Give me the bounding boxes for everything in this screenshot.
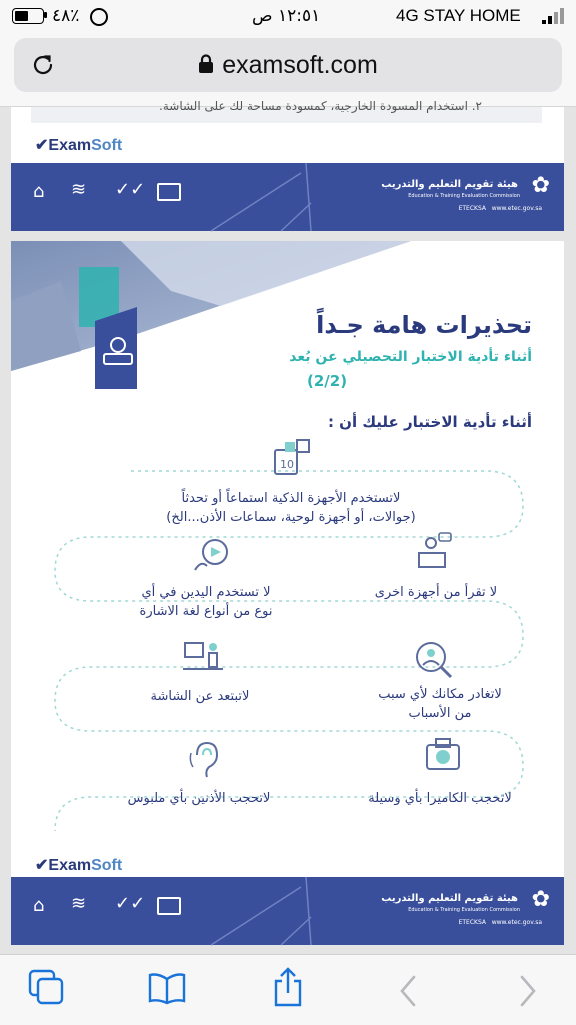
status-bar	[0, 0, 576, 34]
vision-logo-icon: ≋	[71, 893, 87, 914]
device-logo-icon	[157, 183, 181, 201]
etec-logo-icon: ✿	[531, 173, 550, 198]
poster-heading: أثناء تأدية الاختبار عليك أن :	[327, 413, 532, 431]
cut-text-box	[31, 99, 542, 123]
warning-item-screen-distance: لاتبتعد عن الشاشة	[150, 689, 250, 704]
site-url: www.etec.gov.sa	[491, 205, 542, 212]
org-name-ar: هيئة تقويم التعليم والتدريب	[381, 179, 518, 190]
vision-logo-icon: ≋	[71, 179, 87, 200]
warning-item-other-devices: لا تقرأ من أجهزة اخرى	[374, 585, 498, 600]
smart-devices-icon	[271, 436, 313, 478]
forward-icon[interactable]	[518, 975, 538, 1007]
footer-band-bottom	[11, 877, 564, 945]
examsoft-logo: ✔ExamSoft	[35, 137, 123, 154]
social-handle: ETECKSA	[458, 205, 486, 212]
home-logo-icon: ⌂	[33, 895, 45, 916]
tabs-icon[interactable]	[28, 969, 66, 1007]
checks-logo-icon: ✓✓	[115, 893, 146, 914]
checkmark-icon: ✔	[35, 137, 49, 154]
site-url: www.etec.gov.sa	[491, 919, 542, 926]
signal-icon	[542, 8, 566, 24]
person-search-icon	[411, 639, 455, 681]
org-name-en: Education & Training Evaluation Commission	[408, 907, 520, 913]
bookmarks-icon[interactable]	[148, 973, 186, 1005]
sign-language-icon	[191, 536, 235, 576]
home-logo-icon: ⌂	[33, 181, 45, 202]
warning-item-smart-devices: لاتستخدم الأجهزة الذكية استماعاً أو تحدثاً (جوالات، أو أجهزة لوحية، سماعات الأذن...الخ)	[166, 491, 416, 525]
checkmark-icon: ✔	[35, 857, 49, 874]
carrier-label: 4G STAY HOME	[396, 6, 521, 25]
etec-logo-icon: ✿	[531, 887, 550, 912]
org-name-en: Education & Training Evaluation Commission	[408, 193, 520, 199]
footer-band	[11, 163, 564, 231]
svg-text:10: 10	[280, 458, 294, 471]
camera-icon	[423, 735, 463, 775]
url-text: examsoft.com	[222, 51, 378, 79]
poster-part: (2/2)	[307, 372, 348, 390]
battery-percent: ٤٨٪	[52, 6, 80, 26]
orientation-lock-icon	[90, 8, 108, 26]
examsoft-logo-bottom: ✔ExamSoft	[35, 857, 123, 874]
warning-item-camera: لاتحجب الكاميرا بأي وسيلة	[368, 791, 512, 806]
battery-tip-icon	[44, 12, 47, 18]
clock: ١٢:٥١ ص	[252, 6, 321, 26]
battery-icon	[12, 8, 44, 24]
warning-item-sign-language: لا تستخدم اليدين في أي نوع من أنواع لغة الاشارة	[139, 585, 273, 619]
lock-icon	[198, 54, 214, 74]
warning-item-leave-place: لاتغادر مكانك لأي سبب من الأسباب	[378, 687, 502, 721]
back-icon[interactable]	[398, 975, 418, 1007]
cut-text: ٢. استخدام المسودة الخارجية، كمسودة مساحة لك على الشاشة.	[159, 99, 482, 113]
checks-logo-icon: ✓✓	[115, 179, 146, 200]
warning-poster	[11, 241, 564, 945]
ear-icon	[187, 739, 223, 781]
device-logo-icon	[157, 897, 181, 915]
browser-toolbar	[0, 954, 576, 1025]
reading-device-icon	[411, 531, 455, 571]
poster-title: تحذيرات هامة جـداً	[316, 311, 532, 339]
url-field[interactable]	[14, 38, 562, 92]
seated-user-icon	[181, 639, 227, 679]
poster-subtitle: أثناء تأدية الاختبار التحصيلي عن بُعد	[289, 349, 532, 365]
previous-poster-page	[11, 99, 564, 231]
share-icon[interactable]	[272, 967, 304, 1007]
org-name-ar: هيئة تقويم التعليم والتدريب	[381, 893, 518, 904]
web-content[interactable]	[0, 99, 576, 954]
address-bar	[0, 34, 576, 107]
warning-item-ears: لاتحجب الأذنين بأي ملبوس	[127, 791, 271, 806]
social-handle: ETECKSA	[458, 919, 486, 926]
